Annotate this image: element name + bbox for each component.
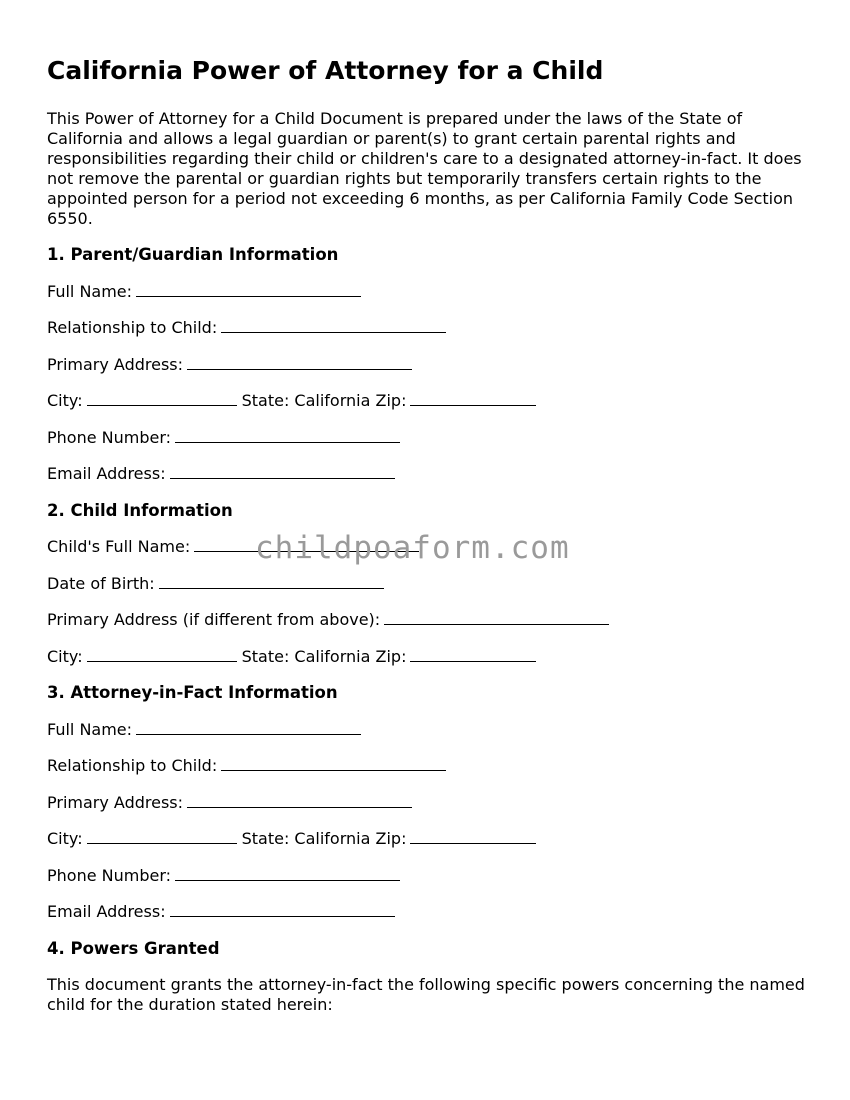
field-label: Primary Address (if different from above): xyxy=(47,610,381,629)
section-heading-attorney: 3. Attorney-in-Fact Information xyxy=(47,683,338,702)
field-label: Full Name: xyxy=(47,720,133,739)
field-label: Zip: xyxy=(375,647,407,666)
field-label: Primary Address: xyxy=(47,793,184,812)
child-dob-row xyxy=(47,574,384,593)
field-label: Phone Number: xyxy=(47,866,172,885)
parent-phone-row xyxy=(47,428,400,447)
attorney-email-row xyxy=(47,902,395,921)
child-zip-field[interactable] xyxy=(410,647,536,662)
attorney-full-name-row xyxy=(47,720,361,739)
field-label: Zip: xyxy=(375,391,407,410)
attorney-city-field[interactable] xyxy=(87,829,237,844)
watermark: childpoaform.com xyxy=(255,530,570,566)
attorney-phone-field[interactable] xyxy=(175,866,400,881)
field-label: Full Name: xyxy=(47,282,133,301)
document-title: California Power of Attorney for a Child xyxy=(47,56,604,85)
field-label: Email Address: xyxy=(47,902,166,921)
child-city-row xyxy=(47,647,536,666)
attorney-address-field[interactable] xyxy=(187,793,412,808)
parent-phone-field[interactable] xyxy=(175,428,400,443)
attorney-city-row xyxy=(47,829,536,848)
attorney-full-name-field[interactable] xyxy=(136,720,361,735)
parent-full-name-field[interactable] xyxy=(136,282,361,297)
parent-email-field[interactable] xyxy=(170,464,395,479)
parent-zip-field[interactable] xyxy=(410,391,536,406)
field-label: State: California xyxy=(241,391,371,410)
powers-paragraph: This document grants the attorney-in-fact the following specific powers concerning the named child for the duration stated herein: xyxy=(47,975,805,1014)
attorney-email-field[interactable] xyxy=(170,902,395,917)
field-label: City: xyxy=(47,829,83,848)
attorney-address-row xyxy=(47,793,412,812)
parent-relationship-field[interactable] xyxy=(221,318,446,333)
child-dob-field[interactable] xyxy=(159,574,384,589)
field-label: Relationship to Child: xyxy=(47,756,218,775)
field-label: Relationship to Child: xyxy=(47,318,218,337)
attorney-phone-row xyxy=(47,866,400,885)
field-label: Date of Birth: xyxy=(47,574,155,593)
parent-address-row xyxy=(47,355,412,374)
attorney-zip-field[interactable] xyxy=(410,829,536,844)
parent-city-row xyxy=(47,391,536,410)
field-label: State: California xyxy=(241,647,371,666)
field-label: State: California xyxy=(241,829,371,848)
child-address-field[interactable] xyxy=(384,610,609,625)
field-label: Email Address: xyxy=(47,464,166,483)
parent-relationship-row xyxy=(47,318,446,337)
field-label: Child's Full Name: xyxy=(47,537,191,556)
section-heading-child: 2. Child Information xyxy=(47,501,233,520)
parent-full-name-row xyxy=(47,282,361,301)
child-city-field[interactable] xyxy=(87,647,237,662)
field-label: Primary Address: xyxy=(47,355,184,374)
attorney-relationship-row xyxy=(47,756,446,775)
child-address-row xyxy=(47,610,609,629)
attorney-relationship-field[interactable] xyxy=(221,756,446,771)
field-label: Phone Number: xyxy=(47,428,172,447)
parent-email-row xyxy=(47,464,395,483)
section-heading-powers: 4. Powers Granted xyxy=(47,939,220,958)
section-heading-parent: 1. Parent/Guardian Information xyxy=(47,245,339,264)
field-label: Zip: xyxy=(375,829,407,848)
field-label: City: xyxy=(47,647,83,666)
parent-address-field[interactable] xyxy=(187,355,412,370)
parent-city-field[interactable] xyxy=(87,391,237,406)
field-label: City: xyxy=(47,391,83,410)
intro-paragraph: This Power of Attorney for a Child Document is prepared under the laws of the State of California and allows a legal guardian or parent(s) to grant certain parental rights and responsibilities regarding their child or children's care to a designated attorney-in-fact. It does not remove the parental or guardian rights but temporarily transfers certain rights to the appointed person for a period not exceeding 6 months, as per California Family Code Section 6550. xyxy=(47,109,802,228)
